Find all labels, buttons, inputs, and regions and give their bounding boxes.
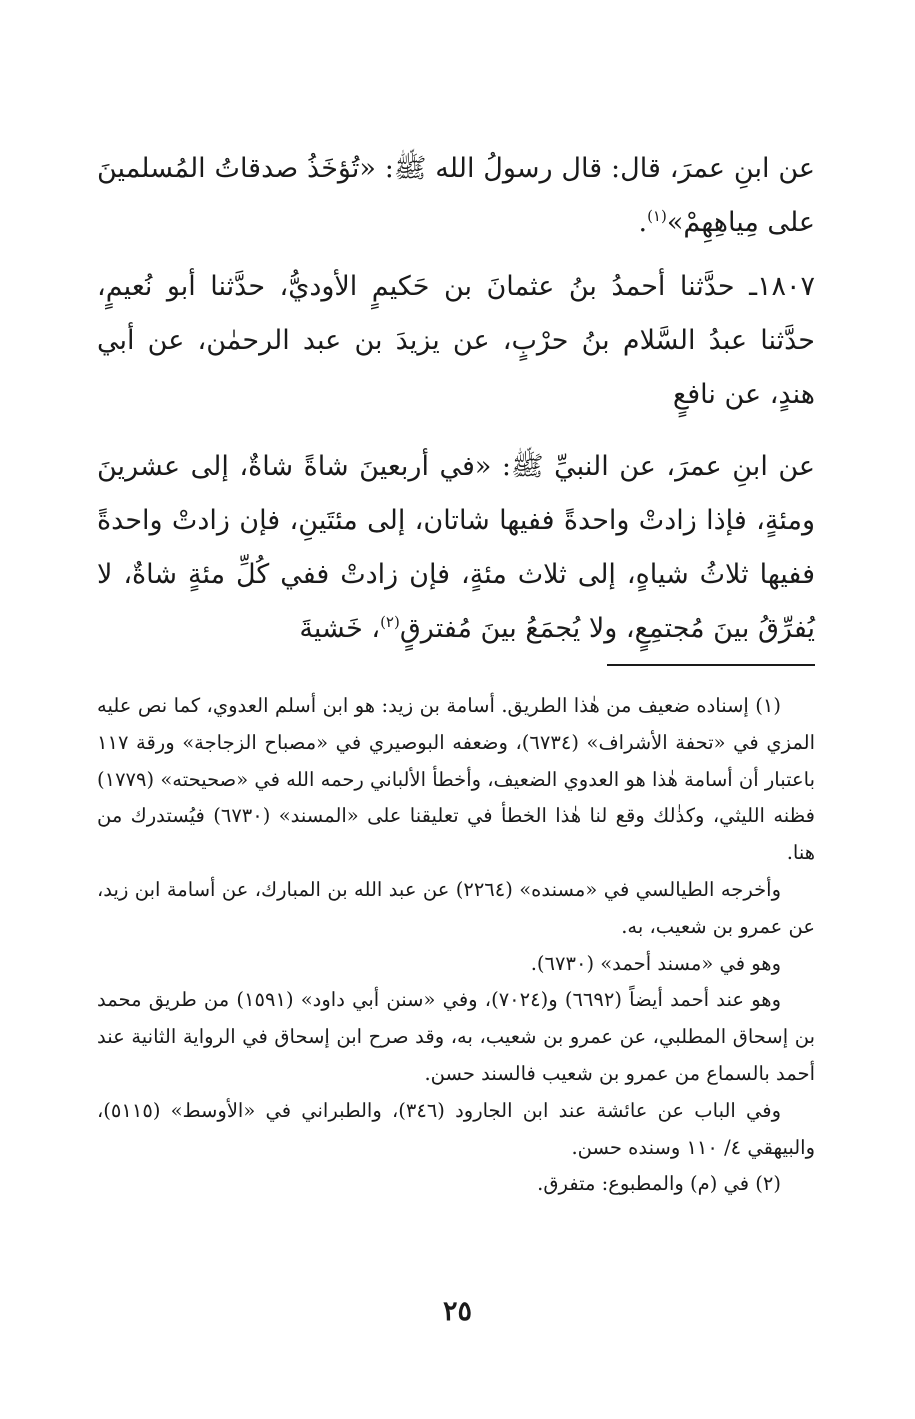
footnote-ref-1[interactable]: (١) (647, 207, 667, 225)
page-number: ٢٥ (442, 1296, 472, 1327)
footnote-separator (607, 664, 815, 666)
hadith-text-2: عن ابنِ عمرَ، عن النبيِّ ﷺ: «في أربعينَ شاةً شاةٌ، إلى عشرينَ ومئةٍ، فإذا زادتْ واحدةً ففيها شاتان، إلى مئتَينِ، فإن زادتْ واحدةً ففيها ثلاثُ شياهٍ، إلى ثلاث مئةٍ، فإن زادتْ ففي كُلِّ مئةٍ شاةٌ، لا يُفرِّقُ بينَ مُجتمِعٍ، ولا يُجمَعُ بينَ مُفترقٍ (97, 451, 815, 644)
hadith-text-2-end: ، خَشيةَ (299, 613, 381, 644)
footnote-1-musnad: وهو في «مسند أحمد» (٦٧٣٠). (530, 951, 781, 975)
footnote-ref-2[interactable]: (٢) (380, 613, 400, 631)
footnote-1: (١) إسناده ضعيف من هٰذا الطريق. أسامة بن زيد: هو ابن أسلم العدوي، كما نص عليه المزي في «تحفة الأشراف» (٦٧٣٤)، وضعفه البوصيري في «مصباح الزجاجة» ورقة ١١٧ باعتبار أن أسامة هٰذا هو العدوي الضعيف، وأخطأ الألباني رحمه الله في «صحيحته» (١٧٧٩) فظنه الليثي، وكذٰلك وقع لنا هٰذا الخطأ في تعليقنا على «المسند» (٦٧٣٠) فيُستدرك من هنا. (97, 694, 815, 865)
footnote-1-takhrij: وأخرجه الطيالسي في «مسنده» (٢٢٦٤) عن عبد الله بن المبارك، عن أسامة ابن زيد، عن عمرو بن شعيب، به. (97, 877, 815, 938)
main-text (97, 142, 815, 656)
hadith-text-1-end: . (638, 207, 648, 238)
footnote-1-ahmad: وهو عند أحمد أيضاً (٦٦٩٢) و(٧٠٢٤)، وفي «سنن أبي داود» (١٥٩١) من طريق محمد بن إسحاق المطلبي، عن عمرو بن شعيب، به، وقد صرح ابن إسحاق في الرواية الثانية عند أحمد بالسماع من عمرو بن شعيب فالسند حسن. (97, 988, 815, 1085)
hadith-text-1: عن ابنِ عمرَ، قال: قال رسولُ الله ﷺ: «تُؤخَذُ صدقاتُ المُسلمينَ على مِياهِهِمْ» (97, 153, 815, 238)
isnad-paragraph-1807: ١٨٠٧ـ حدَّثنا أحمدُ بنُ عثمانَ بن حَكيمٍ الأوديُّ، حدَّثنا أبو نُعيمٍ، حدَّثنا عبدُ السَّلام بنُ حرْبٍ، عن يزيدَ بن عبد الرحمٰن، عن أبي هندٍ، عن نافعٍ (97, 271, 815, 410)
footnotes (97, 688, 815, 1203)
footnote-2: (٢) في (م) والمطبوع: متفرق. (537, 1172, 781, 1196)
hadith-paragraph-1 (97, 142, 815, 250)
footnote-1-bab: وفي الباب عن عائشة عند ابن الجارود (٣٤٦)، والطبراني في «الأوسط» (٥١١٥)، والبيهقي ٤/ ١١٠ وسنده حسن. (97, 1098, 815, 1159)
hadith-paragraph-2 (97, 440, 815, 656)
